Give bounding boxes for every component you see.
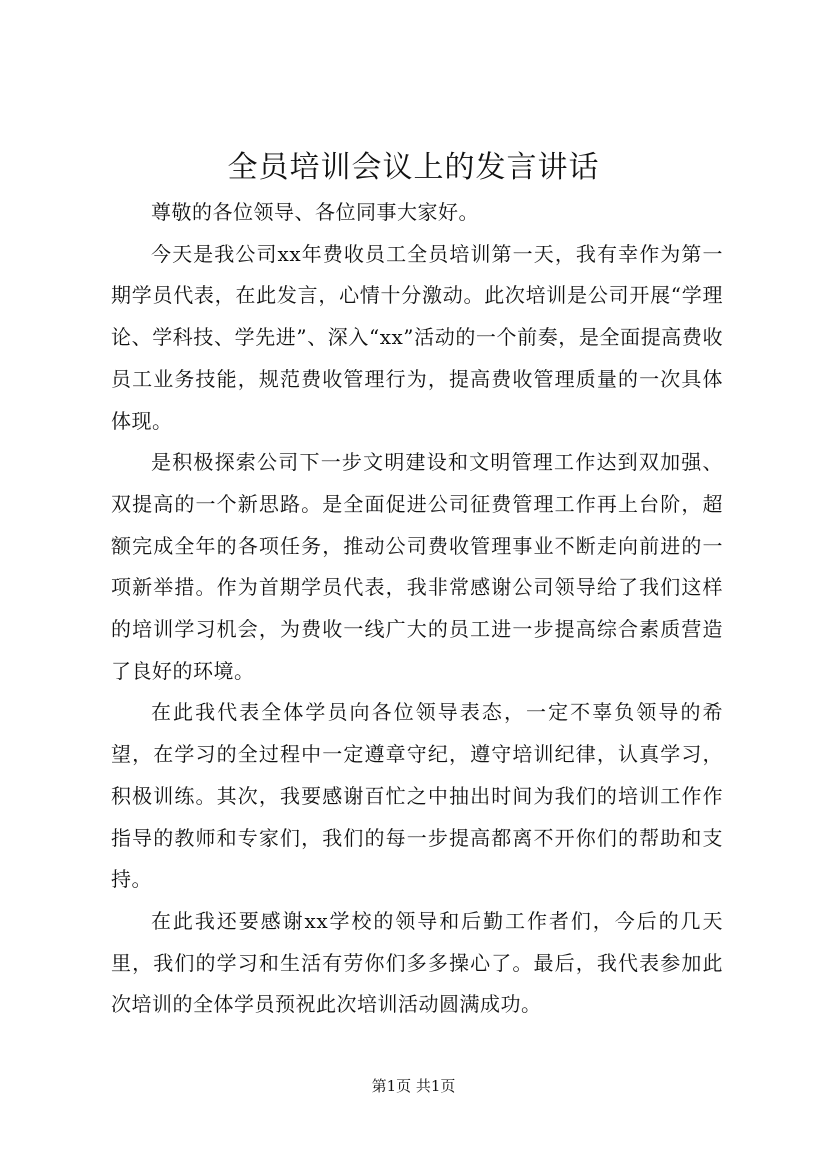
paragraph-intro: 今天是我公司xx年费收员工全员培训第一天，我有幸作为第一期学员代表，在此发言，心情十分激动。此次培训是公司开展“学理论、学科技、学先进”、深入“xx”活动的一个前奏，是全面提高费收员工业务技能，规范费收管理行为，提高费收管理质量的一次具体体现。 <box>111 241 723 433</box>
paragraph-significance: 是积极探索公司下一步文明建设和文明管理工作达到双加强、双提高的一个新思路。是全面促进公司征费管理工作再上台阶，超额完成全年的各项任务，推动公司费收管理事业不断走向前进的一项新举措。作为首期学员代表，我非常感谢公司领导给了我们这样的培训学习机会，为费收一线广大的员工进一步提高综合素质营造了良好的环境。 <box>111 450 723 683</box>
document-title: 全员培训会议上的发言讲话 <box>227 150 600 185</box>
paragraph-commitment: 在此我代表全体学员向各位领导表态，一定不辜负领导的希望，在学习的全过程中一定遵章守纪，遵守培训纪律，认真学习，积极训练。其次，我要感谢百忙之中抽出时间为我们的培训工作作指导的教师和专家们，我们的每一步提高都离不开你们的帮助和支持。 <box>111 700 723 892</box>
page-number-footer: 第1页 共1页 <box>371 1077 456 1095</box>
paragraph-greeting: 尊敬的各位领导、各位同事大家好。 <box>151 200 479 224</box>
paragraph-closing: 在此我还要感谢xx学校的领导和后勤工作者们，今后的几天里，我们的学习和生活有劳你们多多操心了。最后，我代表参加此次培训的全体学员预祝此次培训活动圆满成功。 <box>111 908 723 1017</box>
document-body <box>111 192 723 1026</box>
